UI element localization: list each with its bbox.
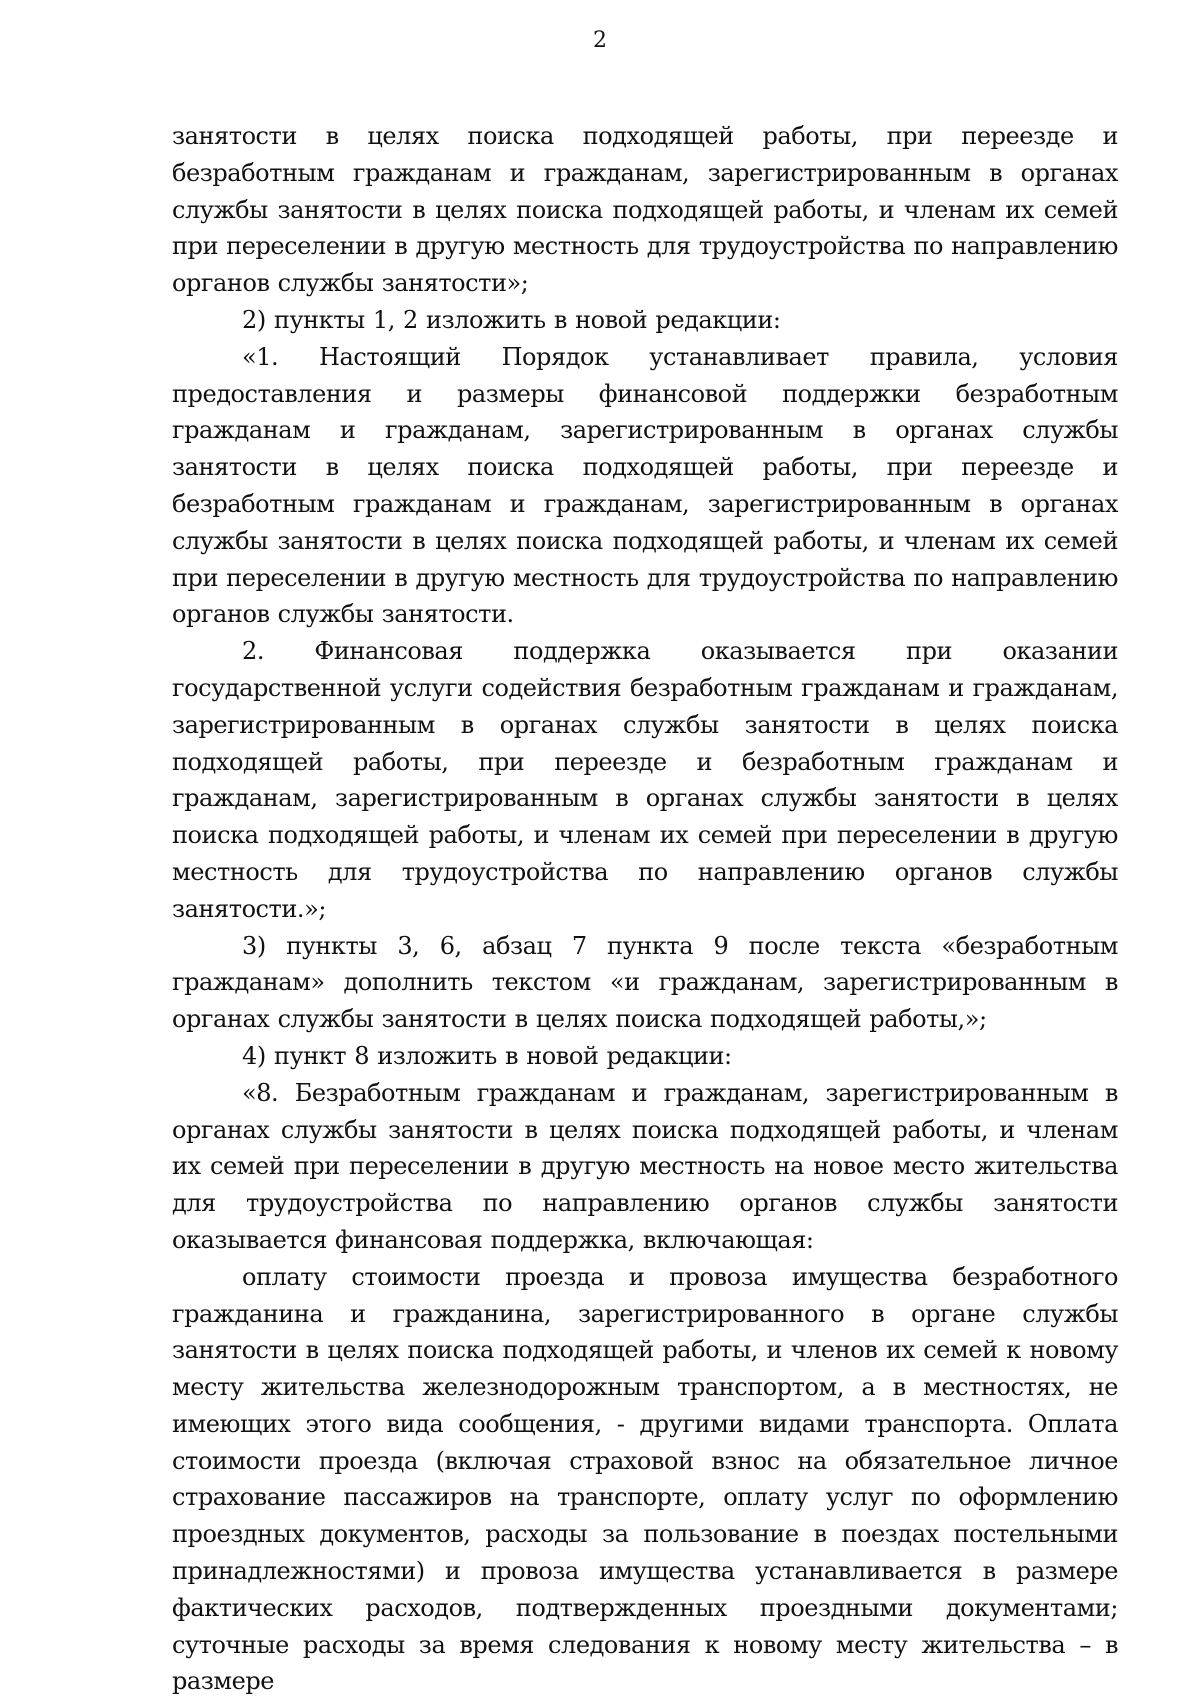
paragraph-item-2: 2) пункты 1, 2 изложить в новой редакции: — [242, 305, 781, 334]
paragraph-payment-terms: оплату стоимости проезда и провоза имущества безработного гражданина и гражданина, зарегистрированного в органе службы занятости в целях поиска подходящей работы, и членов их семей к новому месту жительства железнодорожным транспортом, а в местностях, не имеющих этого вида сообщения, - другими видами транспорта. Оплата стоимости проезда (включая страховой взнос на обязательное личное страхование пассажиров на транспорте, оплату услуг по оформлению проездных документов, расходы за пользование в поездах постельными принадлежностями) и провоза имущества устанавливается в размере фактических расходов, подтвержденных проездными документами; суточные расходы за время следования к новому месту жительства – в размере — [172, 1262, 1118, 1696]
document-body — [172, 118, 1118, 1700]
paragraph-item-3: 3) пункты 3, 6, абзац 7 пункта 9 после текста «безработным гражданам» дополнить текстом «и гражданам, зарегистрированным в органах службы занятости в целях поиска подходящей работы,»; — [172, 931, 1118, 1034]
paragraph-point-2: 2. Финансовая поддержка оказывается при оказании государственной услуги содействия безработным гражданам и гражданам, зарегистрированным в органах службы занятости в целях поиска подходящей работы, при переезде и безработным гражданам и гражданам, зарегистрированным в органах службы занятости в целях поиска подходящей работы, и членам их семей при переселении в другую местность для трудоустройства по направлению органов службы занятости.»; — [172, 637, 1118, 923]
page-number: 2 — [593, 28, 607, 53]
paragraph-continuation: занятости в целях поиска подходящей работы, при переезде и безработным гражданам и гражданам, зарегистрированным в органах службы занятости в целях поиска подходящей работы, и членам их семей при переселении в другую местность для трудоустройства по направлению органов службы занятости»; — [172, 122, 1118, 298]
paragraph-item-4: 4) пункт 8 изложить в новой редакции: — [242, 1041, 732, 1070]
paragraph-point-1: «1. Настоящий Порядок устанавливает правила, условия предоставления и размеры финансовой поддержки безработным гражданам и гражданам, зарегистрированным в органах службы занятости в целях поиска подходящей работы, при переезде и безработным гражданам и гражданам, зарегистрированным в органах службы занятости в целях поиска подходящей работы, и членам их семей при переселении в другую местность для трудоустройства по направлению органов службы занятости. — [172, 342, 1118, 629]
paragraph-point-8: «8. Безработным гражданам и гражданам, зарегистрированным в органах службы занятости в целях поиска подходящей работы, и членам их семей при переселении в другую местность на новое место жительства для трудоустройства по направлению органов службы занятости оказывается финансовая поддержка, включающая: — [172, 1078, 1118, 1254]
